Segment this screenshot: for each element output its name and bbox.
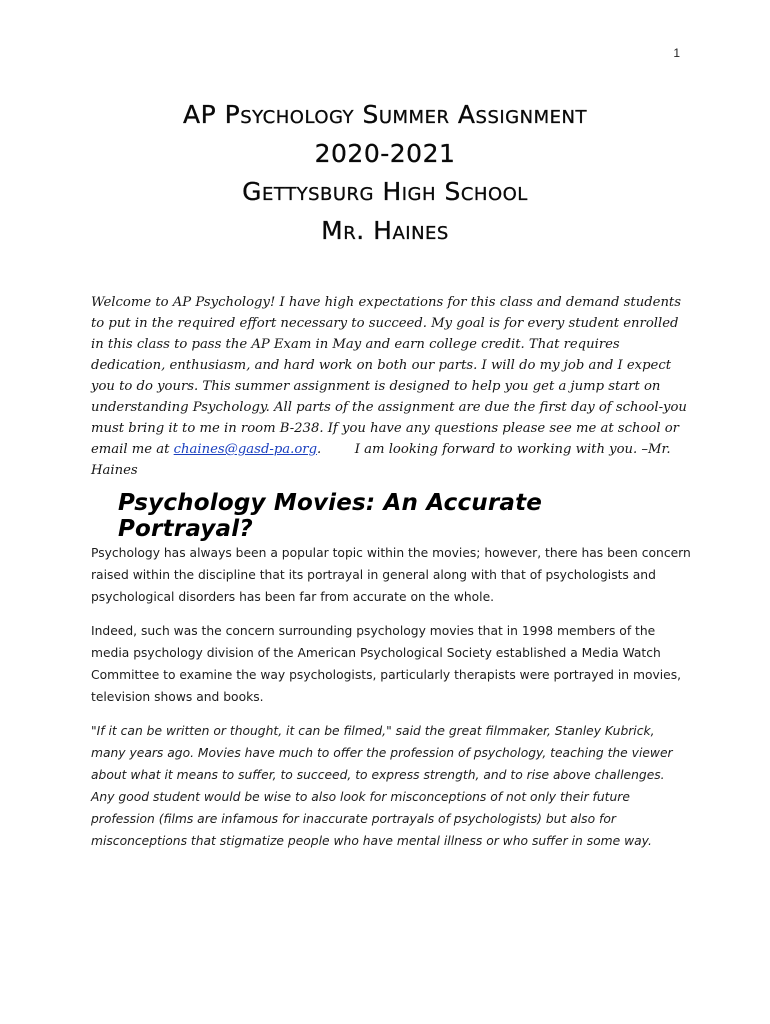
school-name: Gettysburg High School [242,177,528,206]
page-number: 1 [673,46,680,60]
title-block [0,96,770,250]
assignment-title: AP Psychology Summer Assignment [183,100,587,129]
school-year: 2020-2021 [314,138,456,168]
email-link[interactable]: chaines@gasd-pa.org [173,442,318,457]
body-paragraph-1: Psychology has always been a popular topic within the movies; however, there has been concern raised within the discipline that its portrayal in general along with that of psychologists and psychological disorders has been far from accurate on the whole. [91,546,691,604]
intro-text-after-email: . I am looking forward to working with you. –Mr. Haines [91,442,675,478]
teacher-name: Mr. Haines [321,215,449,245]
body-paragraph-3-quote: "If it can be written or thought, it can be filmed," said the great filmmaker, Stanley Kubrick, many years ago. Movies have much to offer the profession of psychology, teaching the viewer about what it means to suffer, to succeed, to express strength, and to rise above challenges. Any good student would be wise to also look for misconceptions of not only their future profession (films are infamous for inaccurate portrayals of psychologists) but also for misconceptions that stigmatize people who have mental illness or who suffer in some way. [91,724,673,848]
body-paragraph-2: Indeed, such was the concern surrounding psychology movies that in 1998 members of the media psychology division of the American Psychological Society established a Media Watch Committee to examine the way psychologists, particularly therapists were portrayed in movies, television shows and books. [91,624,682,704]
section-heading: Psychology Movies: An Accurate Portrayal? [118,490,543,542]
intro-text-before-email: Welcome to AP Psychology! I have high expectations for this class and demand students to put in the required effort necessary to succeed. My goal is for every student enrolled in this class to pass the AP Exam in May and earn college credit. That requires dedication, enthusiasm, and hard work on both our parts. I will do my job and I expect you to do yours. This summer assignment is designed to help you get a jump start on understanding Psychology. All parts of the assignment are due the first day of school-you must bring it to me in room B-238. If you have any questions please see me at school or email me at [91,295,687,457]
intro-paragraph [91,292,691,481]
